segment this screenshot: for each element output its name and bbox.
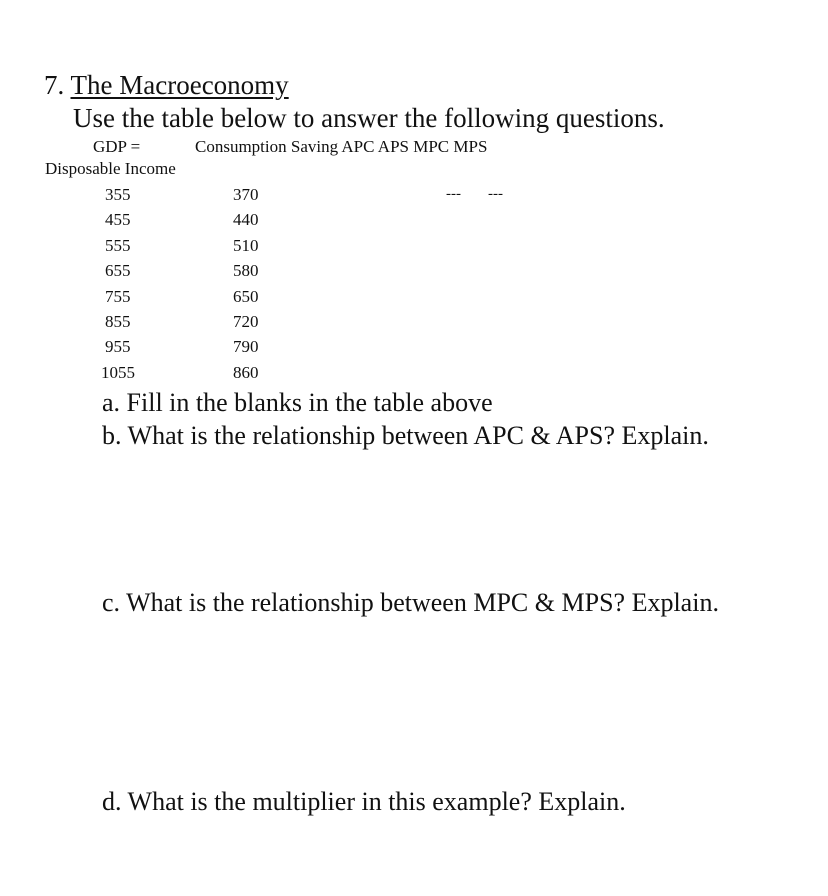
cell-gdp: 855 (105, 312, 131, 331)
cell-consumption: 580 (233, 261, 259, 280)
cell-consumption: 860 (233, 363, 259, 382)
problem-number: 7. (44, 70, 65, 100)
cell-consumption: 790 (233, 337, 259, 356)
cell-consumption: 370 (233, 185, 259, 204)
problem-title: The Macroeconomy (70, 70, 289, 100)
instructions: Use the table below to answer the following questions. (73, 103, 665, 133)
problem-heading (44, 72, 289, 99)
cell-consumption: 720 (233, 312, 259, 331)
cell-gdp: 755 (105, 287, 131, 306)
question-c: c. What is the relationship between MPC & MPS? Explain. (102, 588, 719, 617)
cell-gdp: 1055 (101, 363, 135, 382)
cell-gdp: 655 (105, 261, 131, 280)
cell-consumption: 650 (233, 287, 259, 306)
cell-gdp: 555 (105, 236, 131, 255)
cell-gdp: 355 (105, 185, 131, 204)
header-disposable-income: Disposable Income (45, 159, 176, 178)
cell-mps: --- (488, 186, 503, 202)
question-a: a. Fill in the blanks in the table above (102, 388, 493, 417)
cell-consumption: 510 (233, 236, 259, 255)
cell-gdp: 455 (105, 210, 131, 229)
cell-mpc: --- (446, 186, 461, 202)
header-gdp: GDP = (93, 137, 141, 156)
cell-gdp: 955 (105, 337, 131, 356)
cell-consumption: 440 (233, 210, 259, 229)
header-columns: Consumption Saving APC APS MPC MPS (195, 137, 488, 156)
question-b: b. What is the relationship between APC & APS? Explain. (102, 421, 709, 450)
question-d: d. What is the multiplier in this example? Explain. (102, 787, 626, 816)
